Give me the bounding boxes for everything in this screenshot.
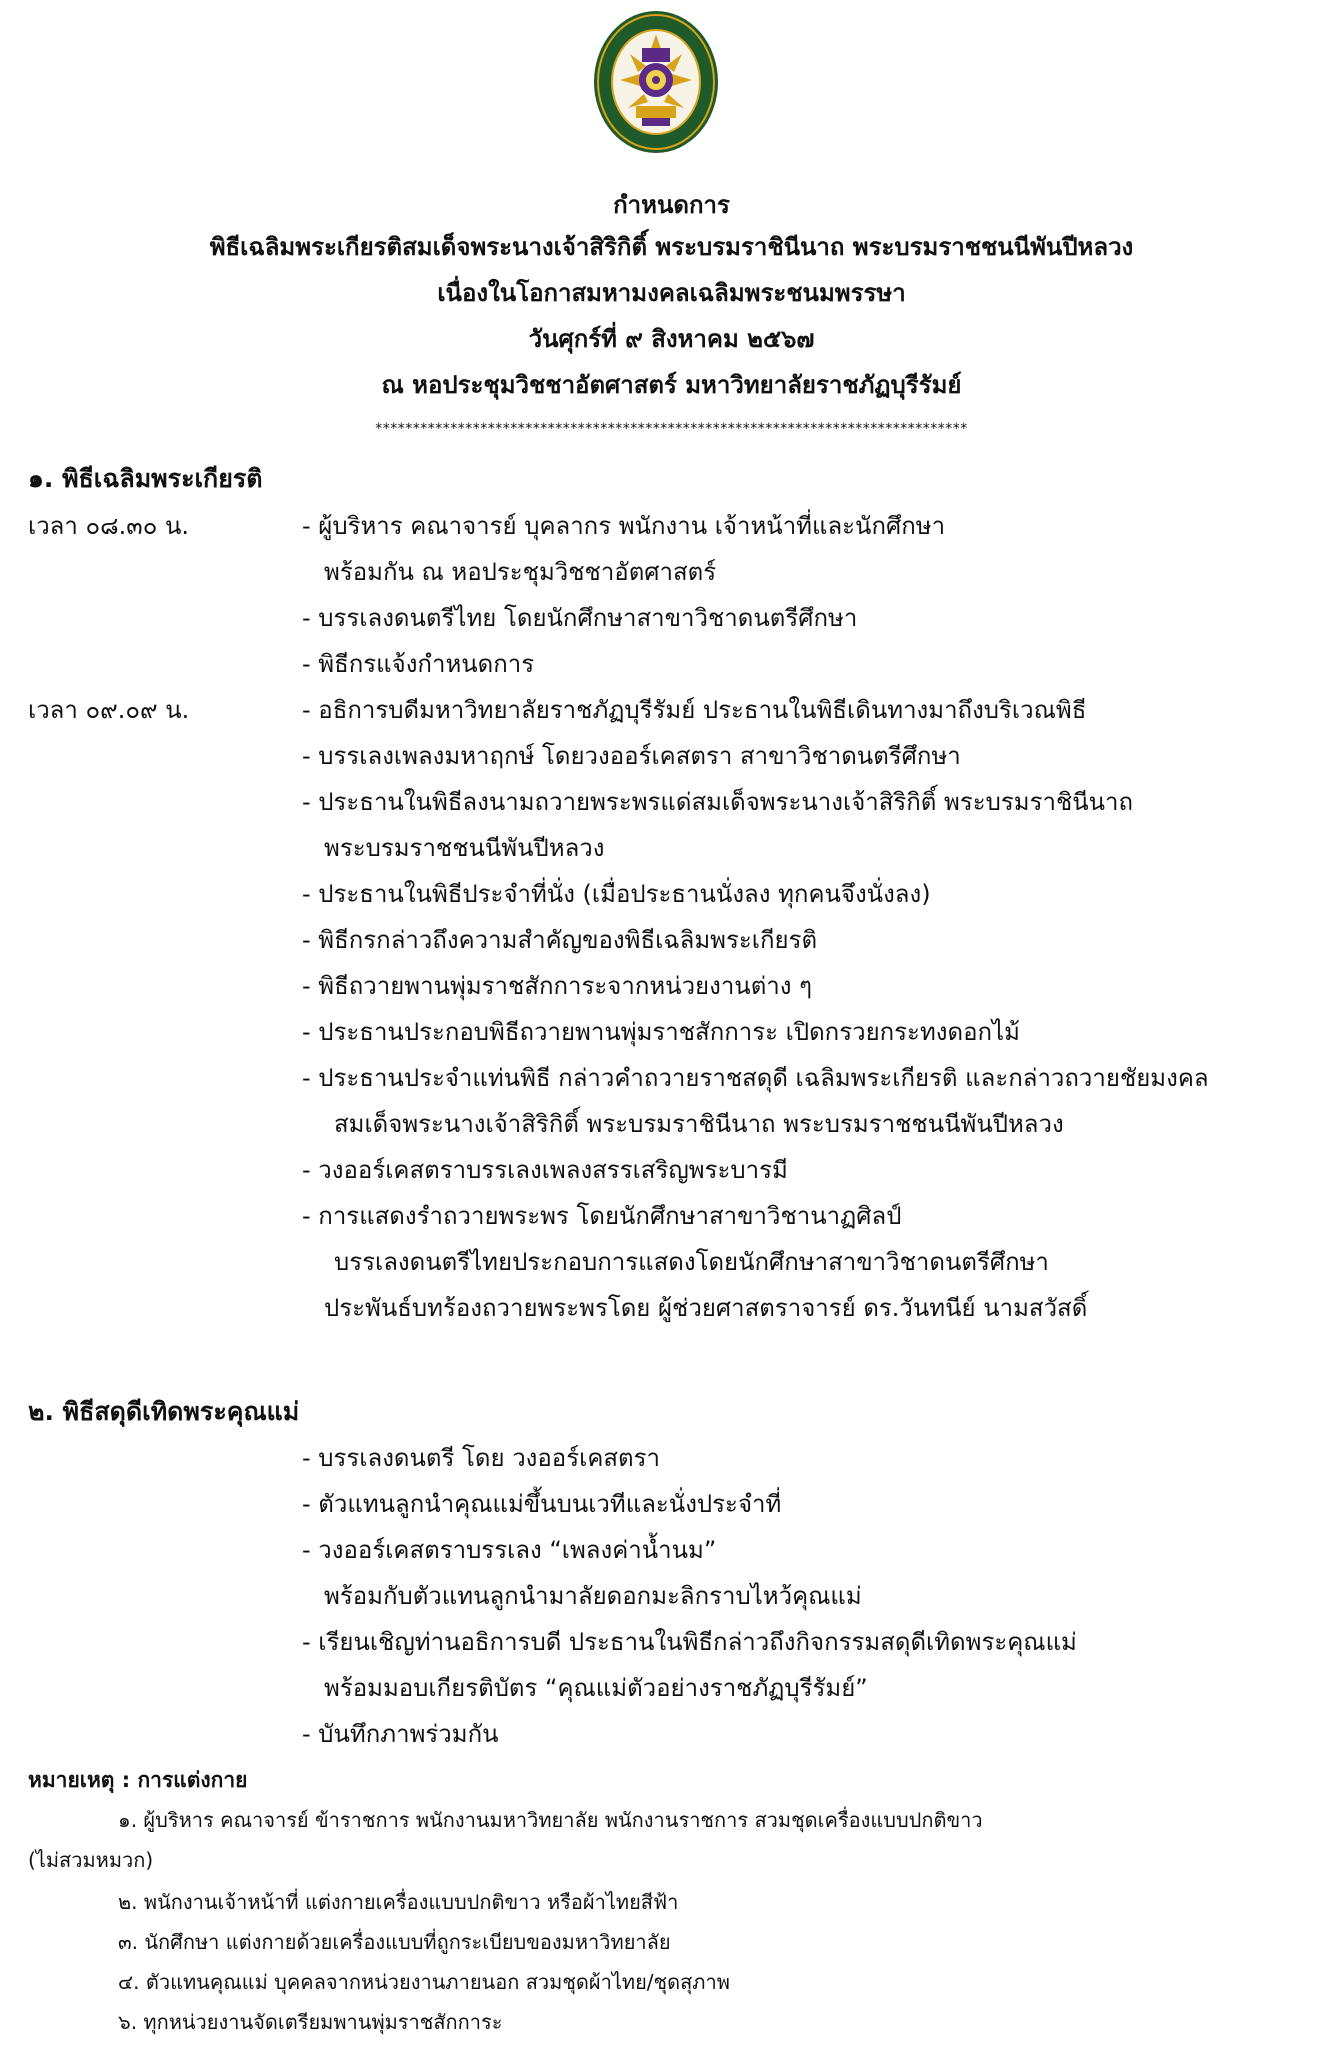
dress-code-item: ๑. ผู้บริหาร คณาจารย์ ข้าราชการ พนักงานมหาวิทยาลัย พนักงานราชการ สวมชุดเครื่องแบบปกติขาว — [118, 1808, 983, 1832]
agenda-item: - บรรเลงดนตรีไทย โดยนักศึกษาสาขาวิชาดนตรีศึกษา — [302, 604, 858, 632]
agenda-item: - การแสดงรำถวายพระพร โดยนักศึกษาสาขาวิชานาฏศิลป์ — [302, 1202, 902, 1230]
date-line: วันศุกร์ที่ ๙ สิงหาคม ๒๕๖๗ — [528, 325, 815, 353]
university-emblem-logo — [590, 8, 722, 156]
time-0830: เวลา ๐๘.๓๐ น. — [28, 512, 190, 540]
agenda-item: - พิธีกรกล่าวถึงความสำคัญของพิธีเฉลิมพระเกียรติ — [302, 926, 818, 954]
agenda-item: - วงออร์เคสตราบรรเลงเพลงสรรเสริญพระบารมี — [302, 1156, 788, 1184]
dress-code-item: ๔. ตัวแทนคุณแม่ บุคคลจากหน่วยงานภายนอก สวมชุดผ้าไทย/ชุดสุภาพ — [118, 1970, 730, 1994]
ceremony-title: พิธีเฉลิมพระเกียรติสมเด็จพระนางเจ้าสิริกิติ์ พระบรมราชินีนาถ พระบรมราชชนนีพันปีหลวง — [209, 233, 1134, 261]
agenda-item: - ผู้บริหาร คณาจารย์ บุคลากร พนักงาน เจ้าหน้าที่และนักศึกษา — [302, 512, 946, 540]
schedule-title: กำหนดการ — [613, 191, 730, 219]
section2-title: ๒. พิธีสดุดีเทิดพระคุณแม่ — [28, 1397, 300, 1426]
agenda-item: - ประธานประกอบพิธีถวายพานพุ่มราชสักการะ เปิดกรวยกระทงดอกไม้ — [302, 1018, 1020, 1046]
agenda-item: - เรียนเชิญท่านอธิการบดี ประธานในพิธีกล่าวถึงกิจกรรมสดุดีเทิดพระคุณแม่ — [302, 1628, 1077, 1656]
agenda-item-continuation: พร้อมกับตัวแทนลูกนำมาลัยดอกมะลิกราบไหว้คุณแม่ — [324, 1582, 862, 1610]
agenda-item: - ตัวแทนลูกนำคุณแม่ขึ้นบนเวทีและนั่งประจำที่ — [302, 1490, 782, 1518]
dress-code-note-title: หมายเหตุ : การแต่งกาย — [28, 1768, 248, 1792]
occasion-line: เนื่องในโอกาสมหามงคลเฉลิมพระชนมพรรษา — [437, 279, 906, 307]
section1-title: ๑. พิธีเฉลิมพระเกียรติ — [28, 464, 263, 493]
dress-code-item: ๒. พนักงานเจ้าหน้าที่ แต่งกายเครื่องแบบปกติขาว หรือผ้าไทยสีฟ้า — [118, 1890, 679, 1914]
agenda-item: - ประธานในพิธีประจำที่นั่ง (เมื่อประธานนั่งลง ทุกคนจึงนั่งลง) — [302, 880, 931, 908]
agenda-item-continuation: พร้อมกัน ณ หอประชุมวิชชาอัตศาสตร์ — [324, 558, 717, 586]
dress-code-item: ๖. ทุกหน่วยงานจัดเตรียมพานพุ่มราชสักการะ — [118, 2010, 503, 2034]
agenda-item: - บรรเลงเพลงมหาฤกษ์ โดยวงออร์เคสตรา สาขาวิชาดนตรีศึกษา — [302, 742, 961, 770]
agenda-item: - อธิการบดีมหาวิทยาลัยราชภัฏบุรีรัมย์ ประธานในพิธีเดินทางมาถึงบริเวณพิธี — [302, 696, 1087, 724]
agenda-item-continuation: ประพันธ์บทร้องถวายพระพรโดย ผู้ช่วยศาสตราจารย์ ดร.วันทนีย์ นามสวัสดิ์ — [324, 1294, 1088, 1322]
agenda-item: - พิธีถวายพานพุ่มราชสักการะจากหน่วยงานต่าง ๆ — [302, 972, 813, 1000]
time-0909: เวลา ๐๙.๐๙ น. — [28, 696, 190, 724]
venue-line: ณ หอประชุมวิชชาอัตศาสตร์ มหาวิทยาลัยราชภัฏบุรีรัมย์ — [381, 371, 962, 399]
dress-code-item: ๓. นักศึกษา แต่งกายด้วยเครื่องแบบที่ถูกระเบียบของมหาวิทยาลัย — [118, 1930, 671, 1954]
agenda-item: - บรรเลงดนตรี โดย วงออร์เคสตรา — [302, 1444, 660, 1472]
agenda-item: - วงออร์เคสตราบรรเลง “เพลงค่าน้ำนม” — [302, 1536, 717, 1564]
agenda-item: - ประธานในพิธีลงนามถวายพระพรแด่สมเด็จพระนางเจ้าสิริกิติ์ พระบรมราชินีนาถ — [302, 788, 1134, 816]
agenda-item-continuation: พระบรมราชชนนีพันปีหลวง — [324, 834, 605, 862]
agenda-item: - ประธานประจำแท่นพิธี กล่าวคำถวายราชสดุดี เฉลิมพระเกียรติ และกล่าวถวายชัยมงคล — [302, 1064, 1209, 1092]
dress-code-item-continuation: (ไม่สวมหมวก) — [28, 1848, 154, 1872]
agenda-item: - บันทึกภาพร่วมกัน — [302, 1720, 499, 1748]
agenda-item: - พิธีกรแจ้งกำหนดการ — [302, 650, 535, 678]
separator-line: ******************************************************************************* — [375, 421, 968, 437]
agenda-item-continuation: พร้อมมอบเกียรติบัตร “คุณแม่ตัวอย่างราชภัฏบุรีรัมย์” — [324, 1674, 868, 1702]
agenda-item-continuation: บรรเลงดนตรีไทยประกอบการแสดงโดยนักศึกษาสาขาวิชาดนตรีศึกษา — [334, 1248, 1049, 1276]
agenda-item-continuation: สมเด็จพระนางเจ้าสิริกิติ์ พระบรมราชินีนาถ พระบรมราชชนนีพันปีหลวง — [334, 1110, 1064, 1138]
